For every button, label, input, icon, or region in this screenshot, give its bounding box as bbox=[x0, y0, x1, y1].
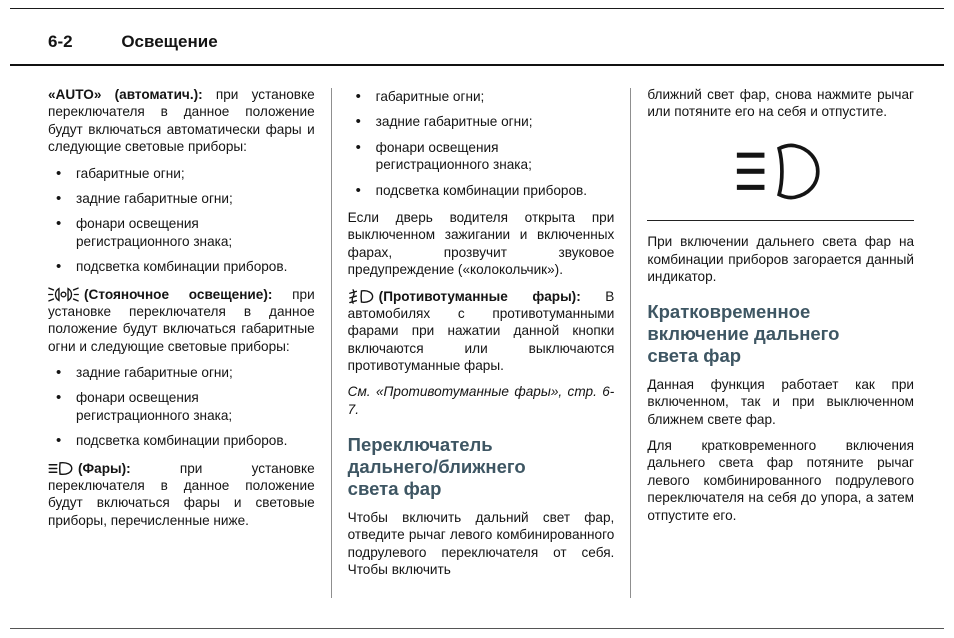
parking-mode-text: при установке переключателя в данное положение будут включаться габаритные огни и следующие световые приборы: bbox=[48, 286, 315, 354]
high-beam-indicator-icon bbox=[733, 143, 829, 204]
list-item: • фонари освещения регистрационного знака; bbox=[48, 389, 315, 424]
column-divider bbox=[331, 88, 332, 598]
headlamp-mode-list bbox=[348, 88, 615, 199]
list-item: • задние габаритные огни; bbox=[48, 364, 315, 381]
paragraph-headlamp-mode bbox=[48, 460, 315, 530]
top-rule bbox=[10, 8, 944, 9]
list-item: • фонари освещения регистрационного знака; bbox=[348, 139, 615, 174]
paragraph-indicator-caption: При включении дальнего света фар на комбинации приборов загорается данный индикатор. bbox=[647, 234, 915, 284]
column-3 bbox=[647, 86, 914, 614]
page-header bbox=[48, 32, 218, 52]
term-fog-label: (Противотуманные фары): bbox=[378, 288, 581, 304]
paragraph-flash-to-pass-2: Для кратковременного включения дальнего света фар потяните рычаг левого комбинированного подрулевого переключателя на себя до упора, а затем отпустите его. bbox=[647, 438, 915, 523]
list-item: • габаритные огни; bbox=[348, 88, 615, 105]
paragraph-flash-to-pass-1: Данная функция работает как при включенном, так и при выключенном ближнем свете фар. bbox=[647, 376, 915, 427]
paragraph-beam-switch: Чтобы включить дальний свет фар, отведите рычаг левого комбинированного подрулевого переключателя от себя. Чтобы включить bbox=[347, 509, 615, 577]
front-fog-lamps-icon bbox=[348, 289, 374, 304]
list-item: • габаритные огни; bbox=[48, 165, 315, 182]
page-number: 6-2 bbox=[48, 32, 73, 51]
paragraph-parking-mode bbox=[48, 286, 315, 356]
figure-rule bbox=[647, 220, 914, 221]
term-parking-label: (Стояночное освещение): bbox=[84, 286, 273, 302]
auto-mode-text: при установке переключателя в данное положение будут включаться автоматически фары и следующие световые приборы: bbox=[48, 87, 315, 155]
list-item: • подсветка комбинации приборов. bbox=[48, 432, 315, 449]
parking-lights-icon bbox=[48, 287, 79, 302]
content-columns bbox=[48, 86, 914, 614]
section-heading-flash-to-pass: Кратковременное включение дальнего света фар bbox=[647, 301, 840, 366]
fog-lamps-text: В автомобилях с противотуманными фарами при нажатии данной кнопки включаются или выключаются противотуманные фары. bbox=[347, 288, 615, 374]
section-heading-beam-switch: Переключатель дальнего/ближнего света фар bbox=[347, 434, 526, 499]
paragraph-fog-lamps bbox=[348, 288, 615, 375]
parking-mode-list bbox=[48, 364, 315, 450]
header-rule bbox=[10, 64, 944, 66]
cross-reference: См. «Противотуманные фары», стр. 6-7. bbox=[347, 384, 615, 417]
list-item: • подсветка комбинации приборов. bbox=[348, 182, 615, 199]
paragraph-auto-mode bbox=[48, 86, 315, 156]
term-headlamp-label: (Фары): bbox=[78, 460, 131, 476]
term-auto-label: «AUTO» (автоматич.): bbox=[48, 87, 203, 102]
list-item: • задние габаритные огни; bbox=[348, 113, 615, 130]
paragraph-beam-switch-continued: ближний свет фар, снова нажмите рычаг или потяните его на себя и отпустите. bbox=[647, 87, 915, 120]
list-item: • подсветка комбинации приборов. bbox=[48, 258, 315, 275]
high-beam-indicator-figure bbox=[647, 143, 914, 204]
column-2 bbox=[348, 86, 615, 614]
list-item: • фонари освещения регистрационного знака; bbox=[48, 215, 315, 250]
column-1 bbox=[48, 86, 315, 614]
bottom-rule bbox=[10, 628, 944, 629]
paragraph-door-warning: Если дверь водителя открыта при выключенном зажигании и включенных фарах, прозвучит звуковое предупреждение («колокольчик»). bbox=[347, 209, 615, 278]
headlamp-mode-text: при установке переключателя в данное положение будут включаться фары и световые приборы, перечисленные ниже. bbox=[48, 460, 315, 528]
headlamp-switch-icon bbox=[48, 461, 73, 476]
column-divider bbox=[630, 88, 631, 598]
auto-mode-list bbox=[48, 165, 315, 276]
page-title: Освещение bbox=[121, 32, 218, 51]
list-item: • задние габаритные огни; bbox=[48, 190, 315, 207]
